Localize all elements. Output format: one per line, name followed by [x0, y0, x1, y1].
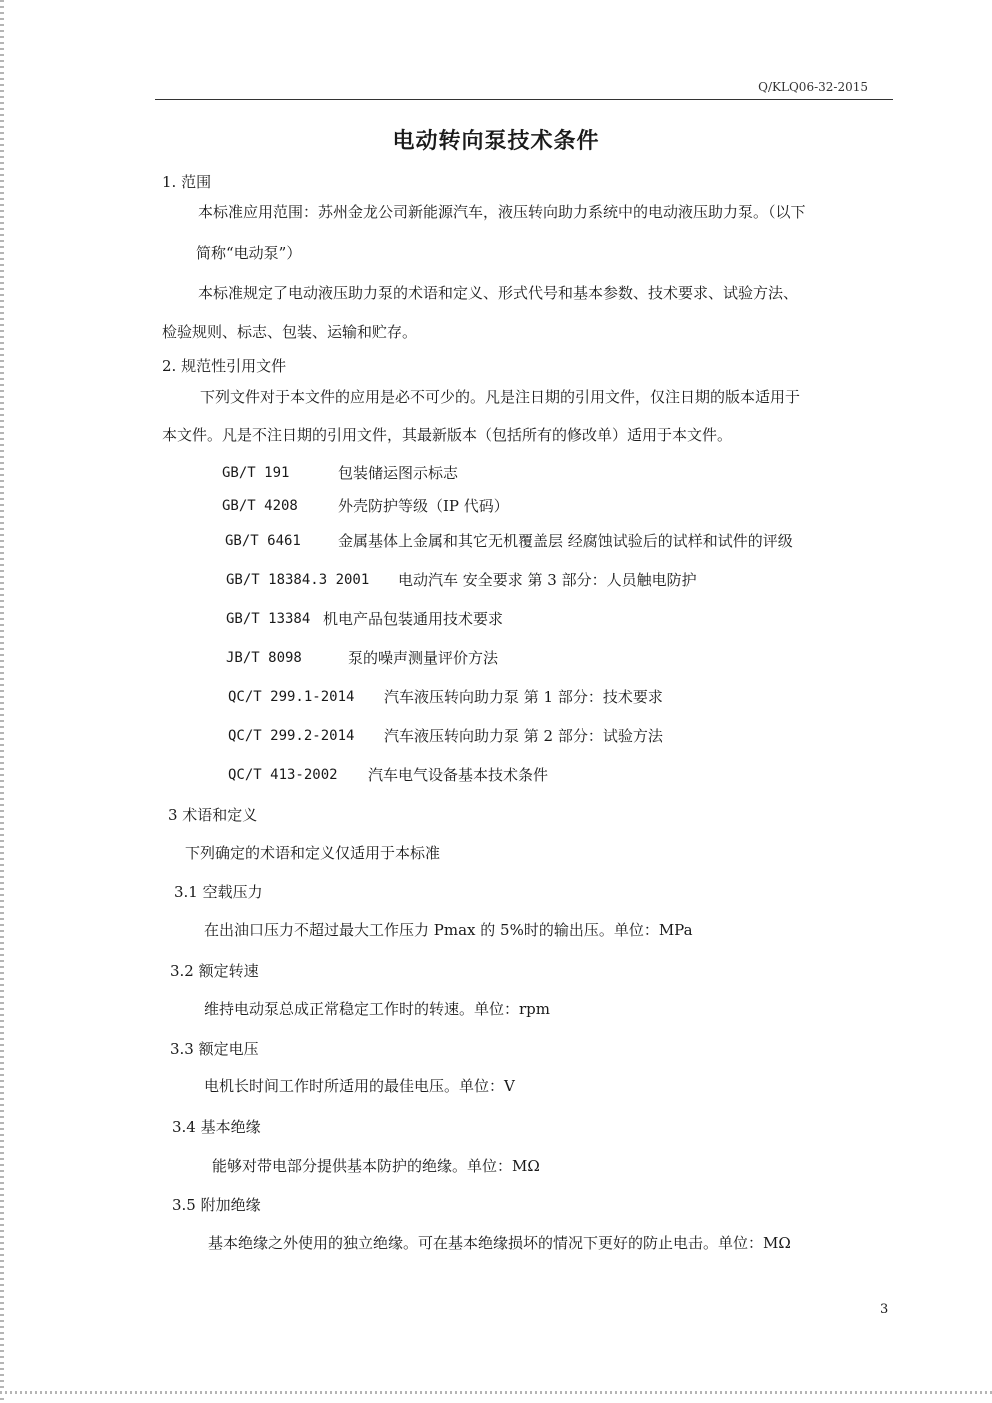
- term-heading: 3.2 额定转速: [170, 962, 259, 980]
- reference-code: GB/T 18384.3 2001: [226, 572, 370, 588]
- term-definition: 在出油口压力不超过最大工作压力 Pmax 的 5%时的输出压。单位：MPa: [204, 921, 693, 939]
- document-code: Q/KLQ06-32-2015: [758, 80, 868, 94]
- term-heading: 3.5 附加绝缘: [172, 1196, 261, 1214]
- scope-paragraph-1-line-2: 简称“电动泵”）: [196, 244, 302, 262]
- section-2-heading: 2. 规范性引用文件: [162, 357, 287, 375]
- terms-intro: 下列确定的术语和定义仅适用于本标准: [185, 844, 441, 862]
- document-title: 电动转向泵技术条件: [392, 128, 600, 154]
- reference-code: JB/T 8098: [226, 650, 302, 666]
- header-rule: [155, 99, 893, 100]
- scope-paragraph-2-line-1: 本标准规定了电动液压助力泵的术语和定义、形式代号和基本参数、技术要求、试验方法、: [198, 284, 799, 302]
- reference-code: GB/T 6461: [225, 533, 301, 549]
- scan-edge-bottom: [0, 1391, 992, 1394]
- reference-title: 汽车电气设备基本技术条件: [368, 766, 549, 784]
- section-3-heading: 3 术语和定义: [168, 806, 258, 824]
- reference-title: 外壳防护等级（IP 代码）: [338, 497, 509, 515]
- reference-title: 泵的噪声测量评价方法: [348, 649, 499, 667]
- reference-title: 汽车液压转向助力泵 第 2 部分：试验方法: [384, 727, 663, 745]
- term-heading: 3.1 空载压力: [174, 883, 263, 901]
- reference-title: 机电产品包装通用技术要求: [323, 610, 504, 628]
- term-heading: 3.3 额定电压: [170, 1040, 259, 1058]
- normative-intro-line-1: 下列文件对于本文件的应用是必不可少的。凡是注日期的引用文件，仅注日期的版本适用于: [200, 388, 801, 406]
- term-heading: 3.4 基本绝缘: [172, 1118, 261, 1136]
- term-definition: 电机长时间工作时所适用的最佳电压。单位：V: [204, 1077, 515, 1095]
- term-definition: 能够对带电部分提供基本防护的绝缘。单位：MΩ: [212, 1157, 540, 1175]
- reference-title: 电动汽车 安全要求 第 3 部分：人员触电防护: [398, 571, 697, 589]
- reference-title: 金属基体上金属和其它无机覆盖层 经腐蚀试验后的试样和试件的评级: [338, 532, 793, 550]
- reference-code: QC/T 299.2-2014: [228, 728, 355, 744]
- term-definition: 维持电动泵总成正常稳定工作时的转速。单位：rpm: [204, 1000, 550, 1018]
- page-number: 3: [880, 1302, 889, 1317]
- reference-code: GB/T 191: [222, 465, 290, 481]
- scope-paragraph-1-line-1: 本标准应用范围：苏州金龙公司新能源汽车，液压转向助力系统中的电动液压助力泵。（以下: [198, 203, 806, 221]
- term-definition: 基本绝缘之外使用的独立绝缘。可在基本绝缘损坏的情况下更好的防止电击。单位：MΩ: [208, 1234, 791, 1252]
- reference-code: QC/T 299.1-2014: [228, 689, 355, 705]
- reference-title: 包装储运图示标志: [338, 464, 459, 482]
- reference-code: QC/T 413-2002: [228, 767, 338, 783]
- reference-code: GB/T 4208: [222, 498, 298, 514]
- scope-paragraph-2-line-2: 检验规则、标志、包装、运输和贮存。: [162, 323, 418, 341]
- normative-intro-line-2: 本文件。凡是不注日期的引用文件，其最新版本（包括所有的修改单）适用于本文件。: [162, 426, 733, 444]
- reference-title: 汽车液压转向助力泵 第 1 部分：技术要求: [384, 688, 663, 706]
- scan-edge-left: [0, 0, 4, 1403]
- reference-code: GB/T 13384: [226, 611, 311, 627]
- section-1-heading: 1. 范围: [162, 173, 212, 191]
